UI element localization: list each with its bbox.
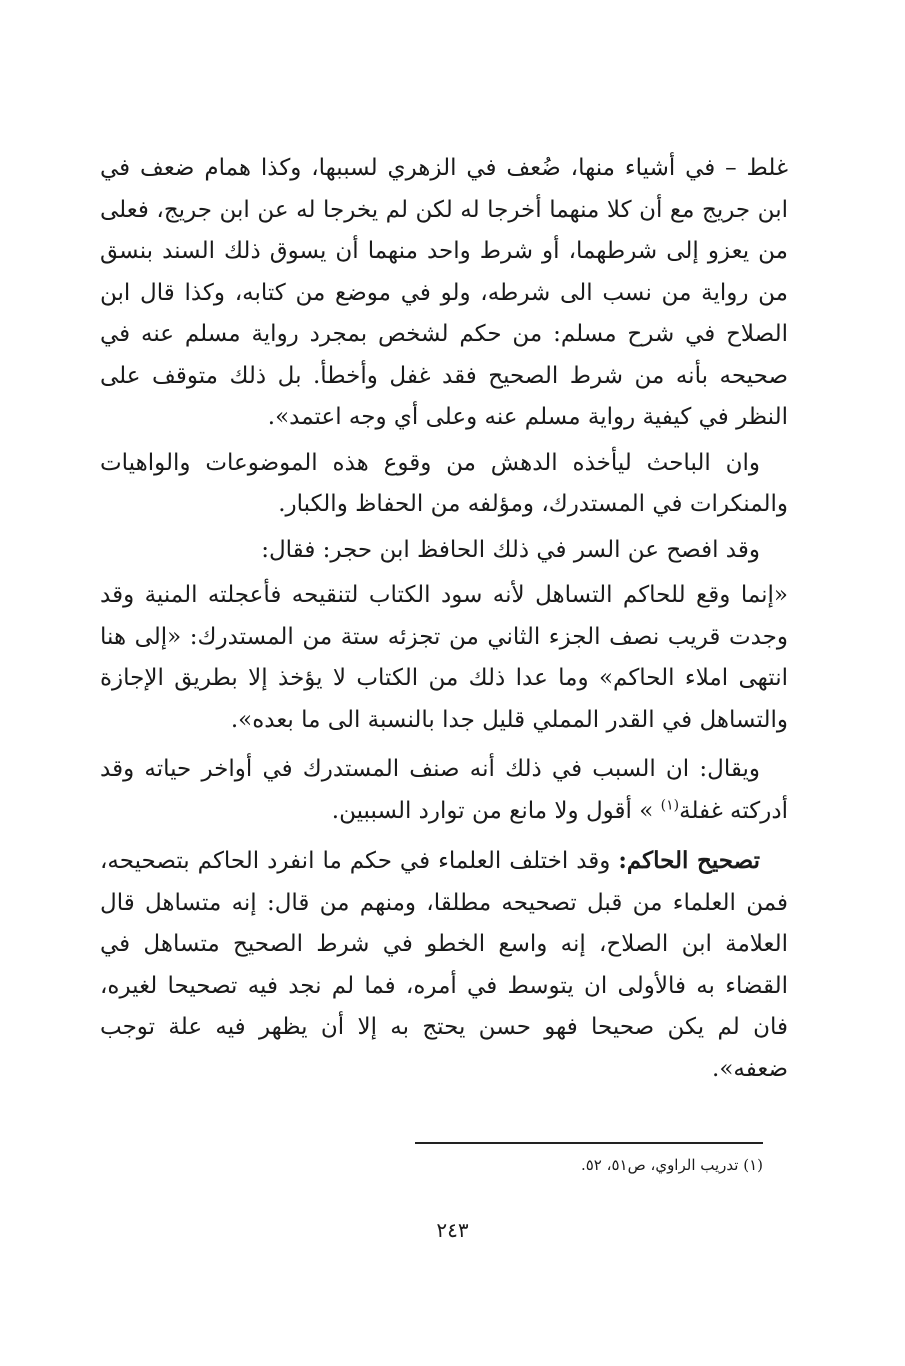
- paragraph-5-start: ويقال: ان السبب في ذلك أنه صنف المستدرك في أواخر حياته وقد أدركته غفلة: [100, 756, 788, 824]
- paragraph-6: [100, 840, 788, 1090]
- footnote-marker[interactable]: (١): [660, 796, 680, 813]
- footnote: (١) تدريب الراوي، ص٥١، ٥٢.: [580, 1156, 763, 1174]
- main-text: [100, 148, 788, 1090]
- paragraph-5: [100, 749, 788, 832]
- paragraph-3: وقد افصح عن السر في ذلك الحافظ ابن حجر: فقال:: [261, 536, 760, 563]
- section-heading: تصحيح الحاكم:: [618, 847, 760, 874]
- paragraph-6-text: وقد اختلف العلماء في حكم ما انفرد الحاكم بتصحيحه، فمن العلماء من قبل تصحيحه مطلقا، ومنهم من قال: إنه متساهل قال العلامة ابن الصلاح، إنه واسع الخطو في شرط الصحيح متساهل في القضاء به فالأولى ان يتوسط في أمره، فما لم نجد فيه تصحيحا لغيره، فان لم يكن صحيحا فهو حسن يحتج به إلا أن يظهر فيه علة توجب ضعفه».: [100, 848, 788, 1082]
- paragraph-4-quote: «إنما وقع للحاكم التساهل لأنه سود الكتاب لتنقيحه فأعجلته المنية وقد وجدت قريب نصف الجزء الثاني من تجزئه ستة من المستدرك: «إلى هنا انتهى املاء الحاكم» وما عدا ذلك من الكتاب لا يؤخذ إلا بطريق الإجازة والتساهل في القدر المملي قليل جدا بالنسبة الى ما بعده».: [100, 582, 788, 733]
- page-number: ٢٤٣: [436, 1218, 469, 1242]
- paragraph-1: غلط – في أشياء منها، ضُعف في الزهري لسببها، وكذا همام ضعف في ابن جريج مع أن كلا منهما أخرجا له لكن لم يخرجا له عن ابن جريج، فعلى من يعزو إلى شرطهما، أو شرط واحد منهما أن يسوق ذلك السند بنسق من رواية من نسب الى شرطه، ولو في موضع من كتابه، وكذا قال ابن الصلاح في شرح مسلم: من حكم لشخص بمجرد رواية مسلم عنه في صحيحه بأنه من شرط الصحيح فقد غفل وأخطأ. بل ذلك متوقف على النظر في كيفية رواية مسلم عنه وعلى أي وجه اعتمد».: [100, 155, 788, 430]
- paragraph-5-end: » أقول ولا مانع من توارد السببين.: [331, 797, 654, 824]
- paragraph-2: وان الباحث ليأخذه الدهش من وقوع هذه الموضوعات والواهيات والمنكرات في المستدرك، ومؤلفه من الحفاظ والكبار.: [100, 449, 788, 517]
- footnote-separator: [415, 1142, 763, 1144]
